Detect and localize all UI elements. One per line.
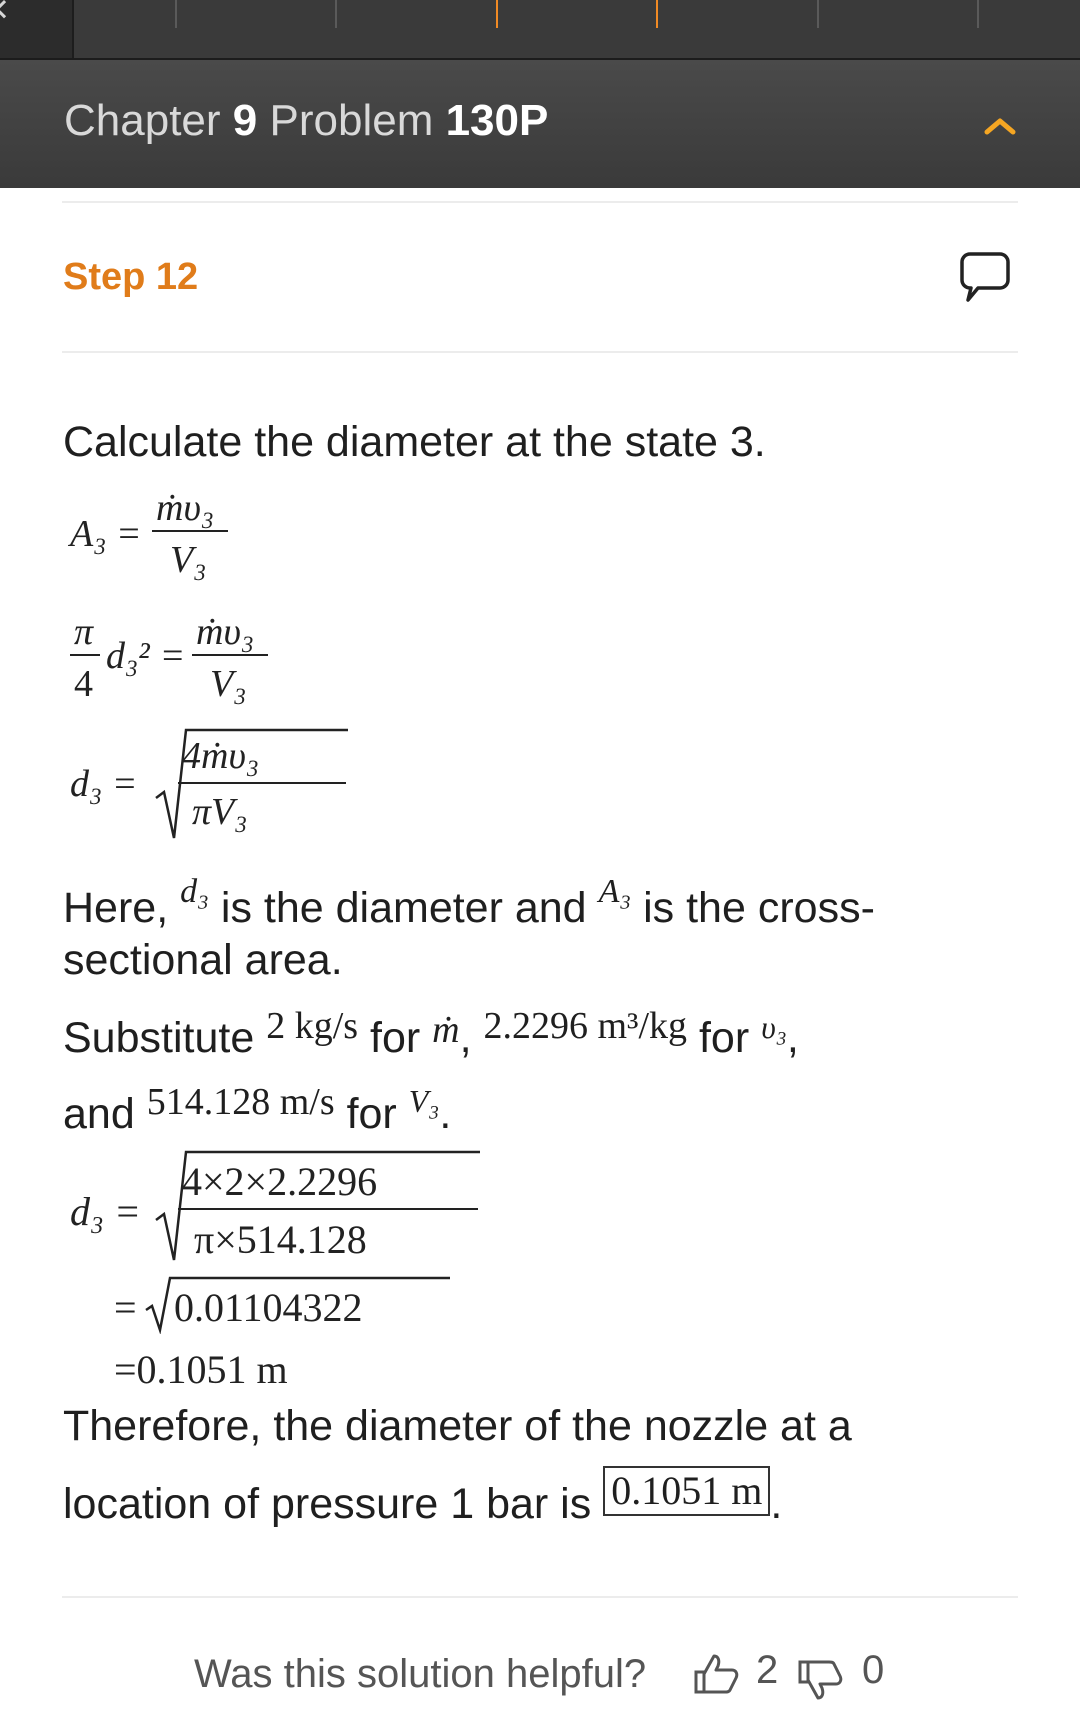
inline-a3: A₃: [598, 873, 632, 910]
eq3-numerator: 4ṁυ₃: [182, 735, 260, 777]
chapter-number: 9: [232, 96, 258, 145]
helpful-question: Was this solution helpful?: [194, 1652, 647, 1696]
thumbs-up-icon[interactable]: [692, 1652, 740, 1696]
chapter-title: [64, 96, 548, 146]
text: is the cross-: [643, 884, 875, 932]
divider: [62, 1596, 1018, 1598]
eq1-numerator: ṁυ₃: [156, 487, 215, 529]
likes-count: 2: [756, 1648, 779, 1692]
substitute-line-2: and 514.128 m/s for $^{V_3}$.: [63, 1081, 452, 1138]
speech-bubble-icon[interactable]: [960, 250, 1010, 304]
tab-divider-active: [656, 0, 658, 28]
inline-d3: d₃: [180, 873, 209, 910]
equals-sign: =: [162, 635, 184, 677]
text: for: [346, 1090, 397, 1138]
definition-line-1: [63, 873, 875, 933]
eq2-d3-squared: d₃²: [106, 635, 150, 677]
eq1-lhs: A₃ =: [70, 513, 142, 555]
inline-upsilon3: υ₃: [761, 1009, 787, 1045]
eq3-lhs: d₃ =: [70, 763, 138, 805]
equals-sign: =: [114, 1285, 137, 1330]
text: for: [370, 1014, 421, 1062]
conclusion-line-2: location of pressure 1 bar is 0.1051 m .: [63, 1468, 783, 1528]
calc-lhs: d₃ =: [70, 1189, 141, 1234]
tab-divider: [175, 0, 177, 28]
final-answer-box: 0.1051 m: [603, 1466, 770, 1516]
problem-word: Problem: [269, 96, 434, 145]
text: is the diameter and: [220, 884, 587, 932]
calc-result: =0.1051 m: [114, 1347, 288, 1392]
chapter-word: Chapter: [64, 96, 221, 145]
chapter-header[interactable]: [0, 58, 1080, 188]
back-tab[interactable]: [0, 0, 74, 58]
tab-divider: [817, 0, 819, 28]
thumbs-down-icon[interactable]: [796, 1658, 844, 1702]
eq2-pi: π: [74, 611, 94, 653]
back-arrow-icon: [0, 0, 13, 18]
tab-divider-active: [496, 0, 498, 28]
eq1-denominator: V₃: [170, 539, 207, 581]
calc-numerator: 4×2×2.2296: [182, 1159, 378, 1204]
substitute-line-1: Substitute 2 kg/s for ṁ, 2.2296 m³/kg for $^{\upsilon_3}$,: [63, 1005, 799, 1062]
eq2-denominator: V₃: [210, 663, 247, 705]
text: Substitute: [63, 1014, 255, 1062]
text: for: [698, 1014, 750, 1062]
chevron-up-icon[interactable]: [984, 116, 1016, 136]
inline-value-mass-flow: 2 kg/s: [266, 1005, 359, 1047]
problem-id: 130P: [445, 96, 549, 145]
fraction-bar: [192, 654, 268, 656]
tab-divider: [977, 0, 979, 28]
calc-step2: 0.01104322: [174, 1285, 363, 1330]
dislikes-count: 0: [862, 1648, 885, 1692]
inline-v3: V₃: [408, 1083, 440, 1119]
calc-denominator: π×514.128: [194, 1217, 367, 1262]
conclusion-line-1: Therefore, the diameter of the nozzle at a: [63, 1402, 852, 1450]
step-label: Step 12: [63, 256, 199, 298]
eq3-denominator: πV₃: [192, 791, 248, 833]
definition-line-2: sectional area.: [63, 936, 343, 984]
fraction-bar: [178, 1208, 478, 1210]
eq2-four: 4: [74, 663, 93, 705]
intro-text: Calculate the diameter at the state 3.: [63, 418, 766, 466]
eq2-numerator: ṁυ₃: [196, 611, 255, 653]
divider: [62, 201, 1018, 203]
tab-strip: [0, 0, 1080, 58]
inline-value-velocity: 514.128 m/s: [146, 1081, 335, 1123]
text: and: [63, 1090, 135, 1138]
text: Here,: [63, 884, 169, 932]
inline-m-dot: ṁ: [432, 1009, 460, 1051]
text: location of pressure 1 bar is: [63, 1480, 592, 1528]
tab-divider: [335, 0, 337, 28]
fraction-bar: [70, 654, 100, 656]
divider: [62, 351, 1018, 353]
inline-value-specific-volume: 2.2296 m³/kg: [483, 1005, 688, 1047]
fraction-bar: [178, 782, 346, 784]
fraction-bar: [152, 530, 228, 532]
